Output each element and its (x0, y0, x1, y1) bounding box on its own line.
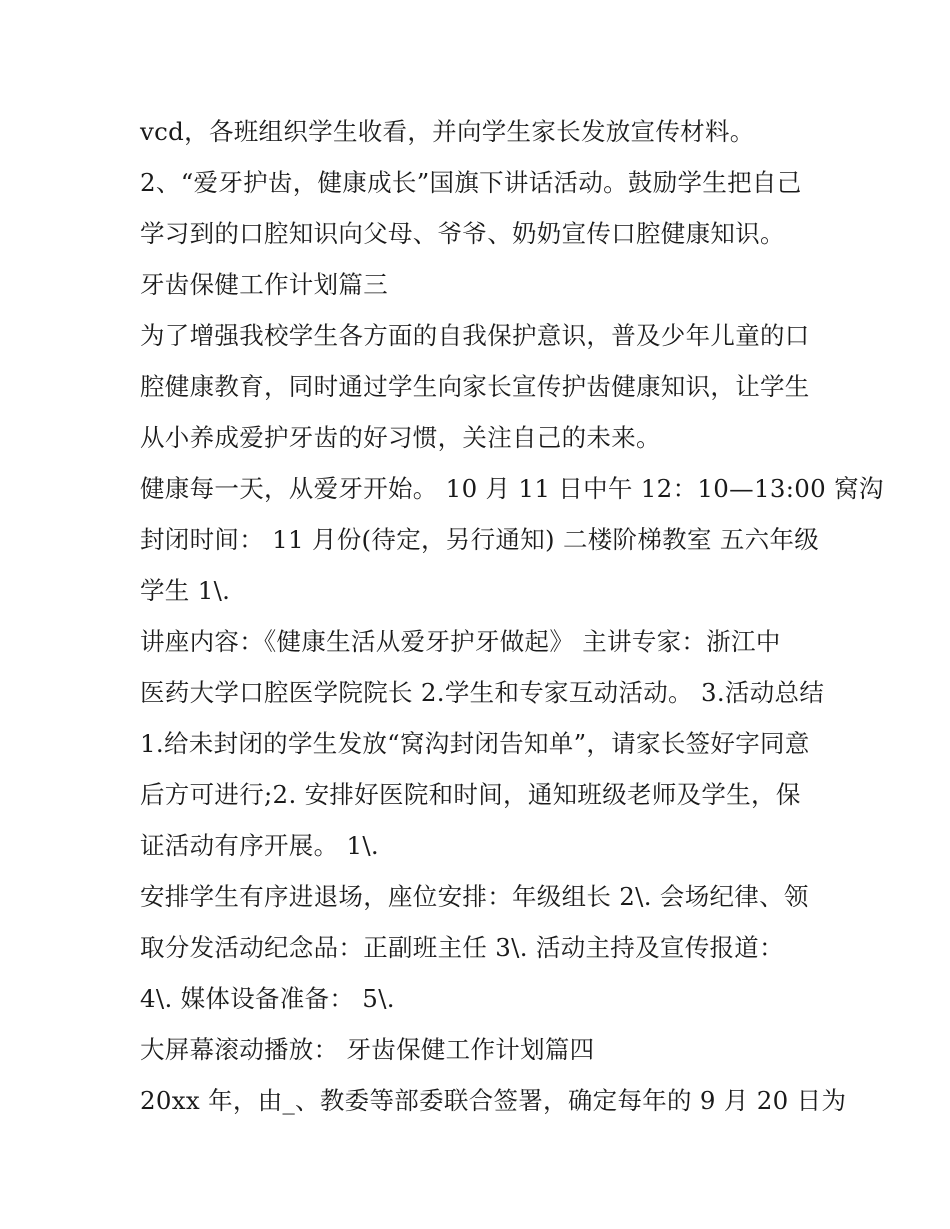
text-line: 讲座内容：《健康生活从爱牙护牙做起》 主讲专家：浙江中 (140, 627, 781, 656)
text-line: 安排学生有序进退场，座位安排：年级组长 2\. 会场纪律、领 (140, 882, 809, 911)
text-line: 学习到的口腔知识向父母、爷爷、奶奶宣传口腔健康知识。 (140, 219, 785, 248)
text-line: 1.给未封闭的学生发放“窝沟封闭告知单”，请家长签好字同意 (140, 729, 810, 758)
text-line: 从小养成爱护牙齿的好习惯，关注自己的未来。 (140, 423, 661, 452)
text-line: 2、“爱牙护齿，健康成长”国旗下讲话活动。鼓励学生把自己 (140, 168, 802, 197)
text-line: 医药大学口腔医学院院长 2.学生和专家互动活动。 3.活动总结 (140, 678, 825, 707)
text-line: 封闭时间： 11 月份(待定，另行通知) 二楼阶梯教室 五六年级 (140, 525, 820, 554)
text-line: 4\. 媒体设备准备： 5\. (140, 984, 395, 1013)
section-heading: 牙齿保健工作计划篇三 (140, 270, 388, 299)
text-line: 后方可进行;2. 安排好医院和时间，通知班级老师及学生，保 (140, 780, 801, 809)
text-line: 腔健康教育，同时通过学生向家长宣传护齿健康知识，让学生 (140, 372, 810, 401)
text-line: 为了增强我校学生各方面的自我保护意识，普及少年儿童的口 (140, 321, 810, 350)
text-line: 取分发活动纪念品：正副班主任 3\. 活动主持及宣传报道： (140, 933, 784, 962)
text-line: 20xx 年，由_、教委等部委联合签署，确定每年的 9 月 20 日为 (140, 1086, 847, 1115)
text-line: vcd，各班组织学生收看，并向学生家长发放宣传材料。 (140, 117, 755, 146)
text-line: 大屏幕滚动播放： 牙齿保健工作计划篇四 (140, 1035, 595, 1064)
document-body (140, 106, 884, 1126)
text-line: 健康每一天，从爱牙开始。 10 月 11 日中午 12：10—13:00 窝沟 (140, 474, 884, 503)
text-line: 学生 1\. (140, 576, 231, 605)
text-line: 证活动有序开展。 1\. (140, 831, 380, 860)
